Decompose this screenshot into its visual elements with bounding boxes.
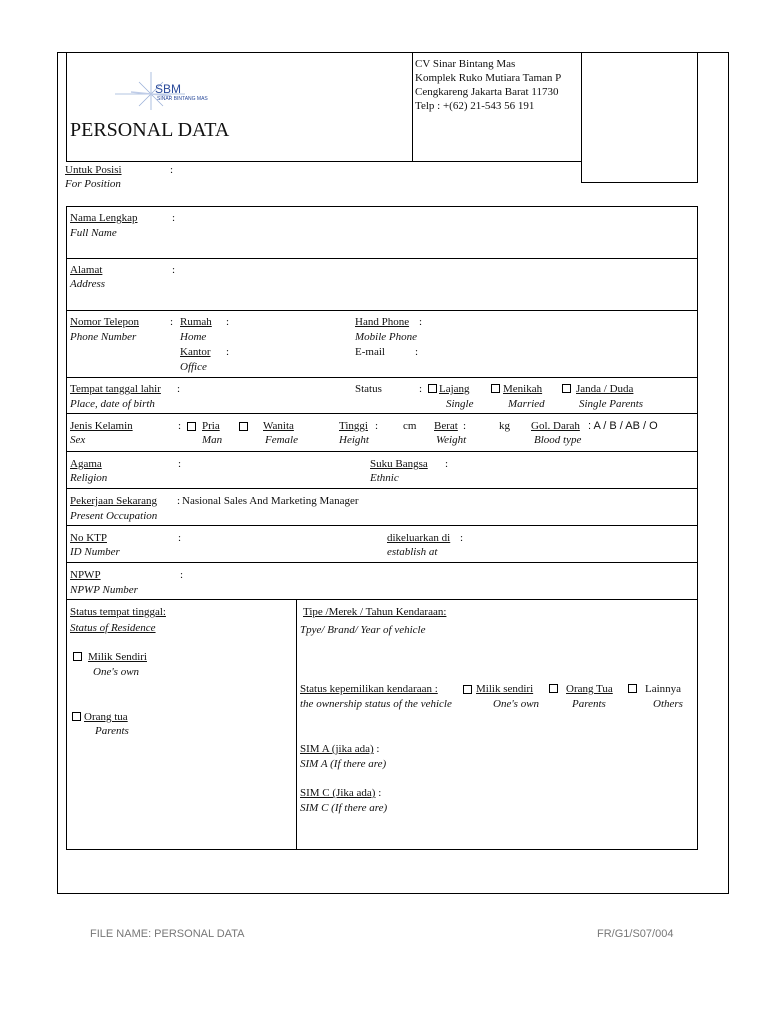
phone-sub: Phone Number — [70, 331, 137, 343]
home-phone-colon: : — [226, 316, 230, 328]
vehicle-other-sub: Others — [653, 698, 683, 710]
sim-a-sub: SIM A (If there are) — [300, 758, 387, 770]
vehicle-sub: Tpye/ Brand/ Year of vehicle — [300, 624, 426, 636]
hand-phone-label: Hand Phone — [355, 316, 410, 328]
issued-at-sub: establish at — [387, 546, 438, 558]
row-sep — [66, 310, 698, 311]
row-sep — [66, 525, 698, 526]
male-sub: Man — [202, 434, 223, 446]
single-parent-checkbox[interactable] — [562, 384, 571, 393]
sim-c-sub: SIM C (If there are) — [300, 802, 388, 814]
religion-sub: Religion — [70, 472, 108, 484]
vehicle-label: Tipe /Merek / Tahun Kendaraan: — [303, 606, 447, 618]
female-label: Wanita — [263, 420, 294, 432]
row-sep — [66, 377, 698, 378]
logo-subtext: SINAR BINTANG MAS — [157, 96, 208, 102]
address-colon: : — [172, 264, 176, 276]
address-field[interactable] — [185, 261, 685, 305]
header-divider — [412, 52, 413, 162]
company-phone: Telp : +(62) 21-543 56 191 — [415, 100, 535, 112]
married-label: Menikah — [503, 383, 543, 395]
home-phone-sub: Home — [180, 331, 207, 343]
office-phone-label: Kantor — [180, 346, 211, 358]
vehicle-ownership-sub: the ownership status of the vehicle — [300, 698, 452, 710]
blood-type-values: : A / B / AB / O — [588, 420, 658, 432]
sim-c-label: SIM C (Jika ada) — [300, 787, 376, 799]
residence-parents-sub: Parents — [95, 725, 129, 737]
position-label: Untuk Posisi — [65, 164, 122, 176]
full-name-label: Nama Lengkap — [70, 212, 138, 224]
position-colon: : — [170, 164, 174, 176]
frame-top — [57, 52, 729, 53]
male-label: Pria — [202, 420, 220, 432]
page-title: PERSONAL DATA — [70, 119, 230, 141]
row-sep — [66, 258, 698, 259]
occupation-value[interactable]: Nasional Sales And Marketing Manager — [182, 495, 359, 507]
address-label: Alamat — [70, 264, 103, 276]
vehicle-parents-label: Orang Tua — [566, 683, 613, 695]
religion-label: Agama — [70, 458, 102, 470]
table-bottom — [66, 849, 698, 850]
full-name-sub: Full Name — [70, 227, 117, 239]
residence-sub: Status of Residence — [70, 622, 156, 634]
full-name-colon: : — [172, 212, 176, 224]
row-sep — [66, 562, 698, 563]
blood-type-label: Gol. Darah — [531, 420, 580, 432]
residence-parents-label: Orang tua — [84, 711, 128, 723]
position-sub: For Position — [65, 178, 121, 190]
row-sep — [66, 599, 698, 600]
residence-own-checkbox[interactable] — [73, 652, 82, 661]
company-name: CV Sinar Bintang Mas — [415, 58, 516, 70]
photo-box-bottom — [581, 182, 698, 183]
occupation-sub: Present Occupation — [70, 510, 158, 522]
logo-text: SBM — [155, 82, 182, 96]
frame-bottom — [57, 893, 729, 894]
row-sep — [66, 488, 698, 489]
footer-file-name: FILE NAME: PERSONAL DATA — [90, 928, 245, 940]
weight-sub: Weight — [436, 434, 467, 446]
email-colon: : — [415, 346, 419, 358]
vehicle-parents-sub: Parents — [572, 698, 606, 710]
residence-own-label: Milik Sendiri — [88, 651, 147, 663]
company-info — [415, 57, 561, 113]
npwp-label: NPWP — [70, 569, 101, 581]
hand-phone-colon: : — [419, 316, 423, 328]
company-address-1: Komplek Ruko Mutiara Taman P — [415, 72, 562, 84]
hand-phone-sub: Mobile Phone — [355, 331, 418, 343]
photo-box-left — [581, 52, 582, 183]
status-label: Status — [355, 383, 382, 395]
office-phone-sub: Office — [180, 361, 207, 373]
issued-at-label: dikeluarkan di — [387, 532, 451, 544]
male-checkbox[interactable] — [187, 422, 196, 431]
sex-sub: Sex — [70, 434, 86, 446]
height-sub: Height — [339, 434, 369, 446]
single-sub: Single — [446, 398, 474, 410]
table-left — [66, 206, 67, 850]
company-address-2: Cengkareng Jakarta Barat 11730 — [415, 86, 559, 98]
ktp-sub: ID Number — [70, 546, 120, 558]
vehicle-parents-checkbox[interactable] — [549, 684, 558, 693]
blood-type-sub: Blood type — [534, 434, 582, 446]
npwp-sub: NPWP Number — [70, 584, 138, 596]
height-label: Tinggi — [339, 420, 368, 432]
full-name-field[interactable] — [185, 209, 685, 253]
ethnic-sub: Ethnic — [370, 472, 399, 484]
company-logo — [115, 70, 235, 110]
single-parent-label: Janda / Duda — [576, 383, 634, 395]
residence-label: Status tempat tinggal: — [70, 606, 166, 618]
photo-box-right — [697, 52, 698, 183]
single-checkbox[interactable] — [428, 384, 437, 393]
vehicle-own-sub: One's own — [493, 698, 540, 710]
header-bottom — [66, 161, 582, 162]
frame-right — [728, 52, 729, 894]
email-label: E-mail — [355, 346, 385, 358]
height-unit: cm — [403, 420, 417, 432]
sim-a-label: SIM A (jika ada) — [300, 743, 374, 755]
col-sep — [296, 599, 297, 850]
frame-left — [57, 52, 58, 894]
vehicle-other-checkbox[interactable] — [628, 684, 637, 693]
residence-own-sub: One's own — [93, 666, 140, 678]
vehicle-other-label: Lainnya — [645, 683, 682, 695]
weight-unit: kg — [499, 420, 510, 432]
married-sub: Married — [508, 398, 545, 410]
row-sep — [66, 413, 698, 414]
residence-parents-checkbox[interactable] — [72, 712, 81, 721]
ethnic-label: Suku Bangsa — [370, 458, 428, 470]
sex-label: Jenis Kelamin — [70, 420, 133, 432]
footer-code: FR/G1/S07/004 — [597, 928, 674, 940]
status-colon: : — [419, 383, 423, 395]
office-phone-colon: : — [226, 346, 230, 358]
birth-label: Tempat tanggal lahir — [70, 383, 161, 395]
female-checkbox[interactable] — [239, 422, 248, 431]
single-parent-sub: Single Parents — [579, 398, 644, 410]
vehicle-own-checkbox[interactable] — [463, 685, 472, 694]
weight-label: Berat — [434, 420, 458, 432]
occupation-label: Pekerjaan Sekarang — [70, 495, 158, 507]
phone-colon: : — [170, 316, 174, 328]
ktp-label: No KTP — [70, 532, 107, 544]
address-sub: Address — [70, 278, 106, 290]
table-top — [66, 206, 698, 207]
home-phone-label: Rumah — [180, 316, 212, 328]
phone-label: Nomor Telepon — [70, 316, 139, 328]
row-sep — [66, 451, 698, 452]
birth-colon: : — [177, 383, 181, 395]
vehicle-own-label: Milik sendiri — [476, 683, 534, 695]
single-label: Lajang — [439, 383, 470, 395]
birth-sub: Place, date of birth — [70, 398, 155, 410]
header-inner-left — [66, 52, 67, 162]
female-sub: Female — [265, 434, 298, 446]
married-checkbox[interactable] — [491, 384, 500, 393]
table-right — [697, 206, 698, 850]
vehicle-ownership-label: Status kepemilikan kendaraan : — [300, 683, 438, 695]
